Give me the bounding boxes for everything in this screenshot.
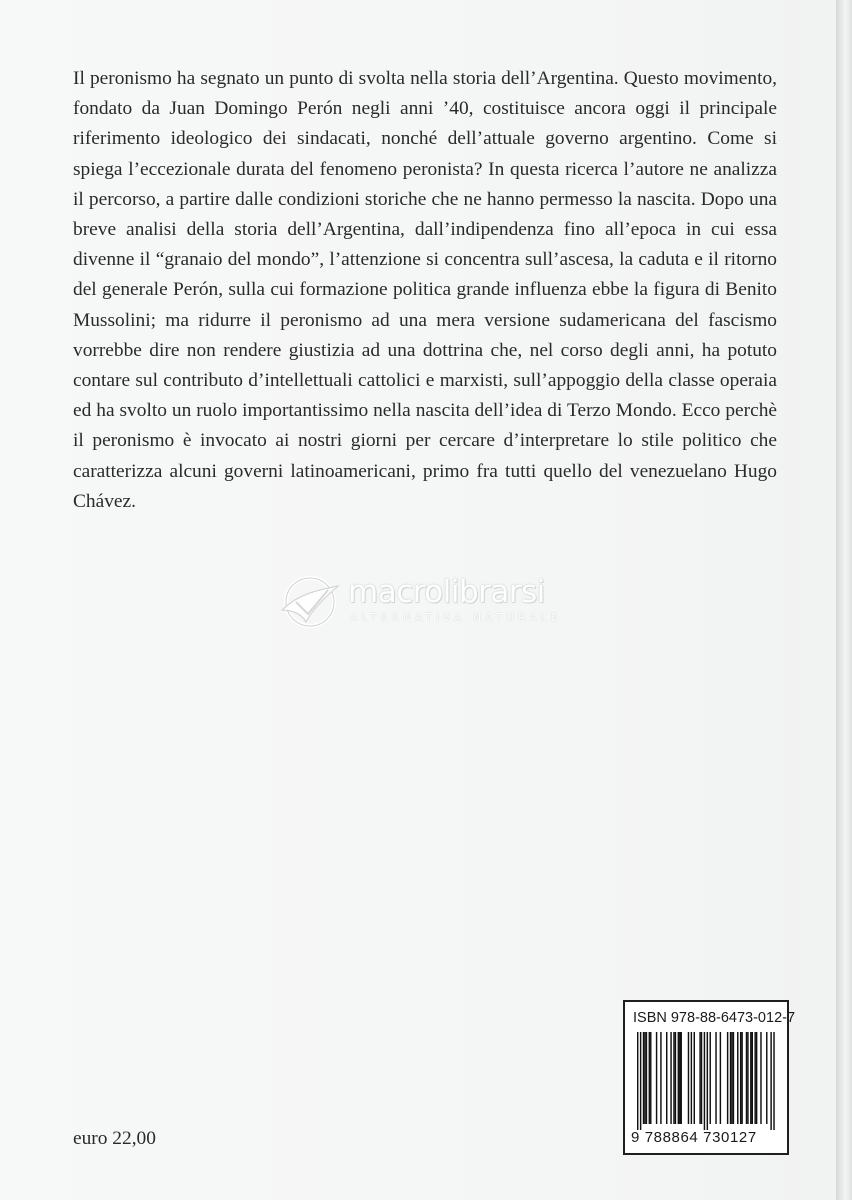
- barcode-bar: [770, 1032, 771, 1130]
- barcode-bar: [754, 1032, 755, 1124]
- barcode-bar: [740, 1032, 741, 1124]
- barcode-bar: [675, 1032, 676, 1124]
- back-cover-blurb: Il peronismo ha segnato un punto di svolta nella storia dell’Argentina. Questo movimento, fondato da Juan Domingo Perón negli anni ’40, costituisce ancora oggi il principale riferimento ideologico dei sindacati, nonché dell’attuale governo argentino. Come si spiega l’eccezionale durata del fenomeno peronista? In questa ricerca l’autore ne analizza il percorso, a partire dalle condizioni storiche che ne hanno permesso la nascita. Dopo una breve analisi della storia dell’Argentina, dall’indipendenza fino all’epoca in cui essa divenne il “granaio del mondo”, l’attenzione si concentra sull’ascesa, la caduta e il ritorno del generale Perón, sulla cui formazione politica grande influenza ebbe la figura di Benito Mussolini; ma ridurre il peronismo ad una mera versione sudamericana del fascismo vorrebbe dire non rendere giustizia ad una dottrina che, nel corso degli anni, ha potuto contare sul contributo d’intellettuali cattolici e marxisti, sull’appoggio della classe operaia ed ha svolto un ruolo importantissimo nella nascita dell’idea di Terzo Mondo. Ecco perchè il peronismo è invocato ai nostri giorni per cercare d’interpretare lo stile politico che caratterizza alcuni governi latinoamericani, primo fra tutti quello del venezuelano Hugo Chávez.: [73, 68, 777, 512]
- leaf-swoosh-icon: [278, 572, 344, 632]
- barcode-bar: [637, 1032, 638, 1130]
- barcode-bar: [691, 1032, 692, 1124]
- barcode-bar: [694, 1032, 695, 1124]
- watermark-logo: [278, 570, 598, 634]
- barcode-bar: [656, 1032, 657, 1124]
- barcode-bar: [640, 1032, 641, 1130]
- barcode-bar: [646, 1032, 647, 1124]
- barcode-bar: [733, 1032, 734, 1124]
- barcode-bar: [701, 1032, 702, 1124]
- watermark-name: macrolibrarsi: [348, 574, 545, 610]
- barcode-bar: [666, 1032, 667, 1124]
- barcode-bar: [704, 1032, 705, 1130]
- isbn-label: ISBN 978-88-6473-012-7: [633, 1010, 796, 1026]
- barcode-bar: [673, 1032, 674, 1124]
- barcode-bar: [688, 1032, 689, 1124]
- barcode-bar: [660, 1032, 661, 1124]
- barcode-bar: [681, 1032, 682, 1124]
- barcode-bar: [678, 1032, 679, 1124]
- barcode-bar: [649, 1032, 650, 1124]
- barcode-bar: [715, 1032, 716, 1124]
- barcode-bar: [679, 1032, 680, 1124]
- barcode-bar: [710, 1032, 711, 1124]
- barcode-bar: [644, 1032, 645, 1124]
- barcode-bar: [720, 1032, 721, 1124]
- barcode-bar: [760, 1032, 761, 1124]
- barcode-bar: [737, 1032, 738, 1124]
- book-spine: [836, 0, 852, 1200]
- barcode-bar: [643, 1032, 644, 1124]
- price-label: euro 22,00: [73, 1128, 156, 1149]
- barcode-bar: [670, 1032, 671, 1124]
- barcode-bars: [637, 1032, 777, 1130]
- barcode-bar: [750, 1032, 751, 1124]
- barcode-bar: [747, 1032, 748, 1124]
- barcode-bar: [730, 1032, 731, 1124]
- barcode-bar: [699, 1032, 700, 1124]
- barcode-bar: [731, 1032, 732, 1124]
- isbn-barcode: [623, 1000, 796, 1155]
- barcode-bar: [756, 1032, 757, 1124]
- barcode-bar: [650, 1032, 651, 1124]
- barcode-bar: [727, 1032, 728, 1124]
- barcode-bar: [741, 1032, 742, 1124]
- barcode-digits: 9 788864 730127: [631, 1129, 757, 1146]
- barcode-bar: [746, 1032, 747, 1124]
- barcode-bar: [773, 1032, 774, 1130]
- barcode-bar: [707, 1032, 708, 1130]
- barcode-bar: [766, 1032, 767, 1124]
- barcode-bar: [752, 1032, 753, 1124]
- watermark-tagline: ALTERNATIVA NATURALE: [350, 612, 562, 624]
